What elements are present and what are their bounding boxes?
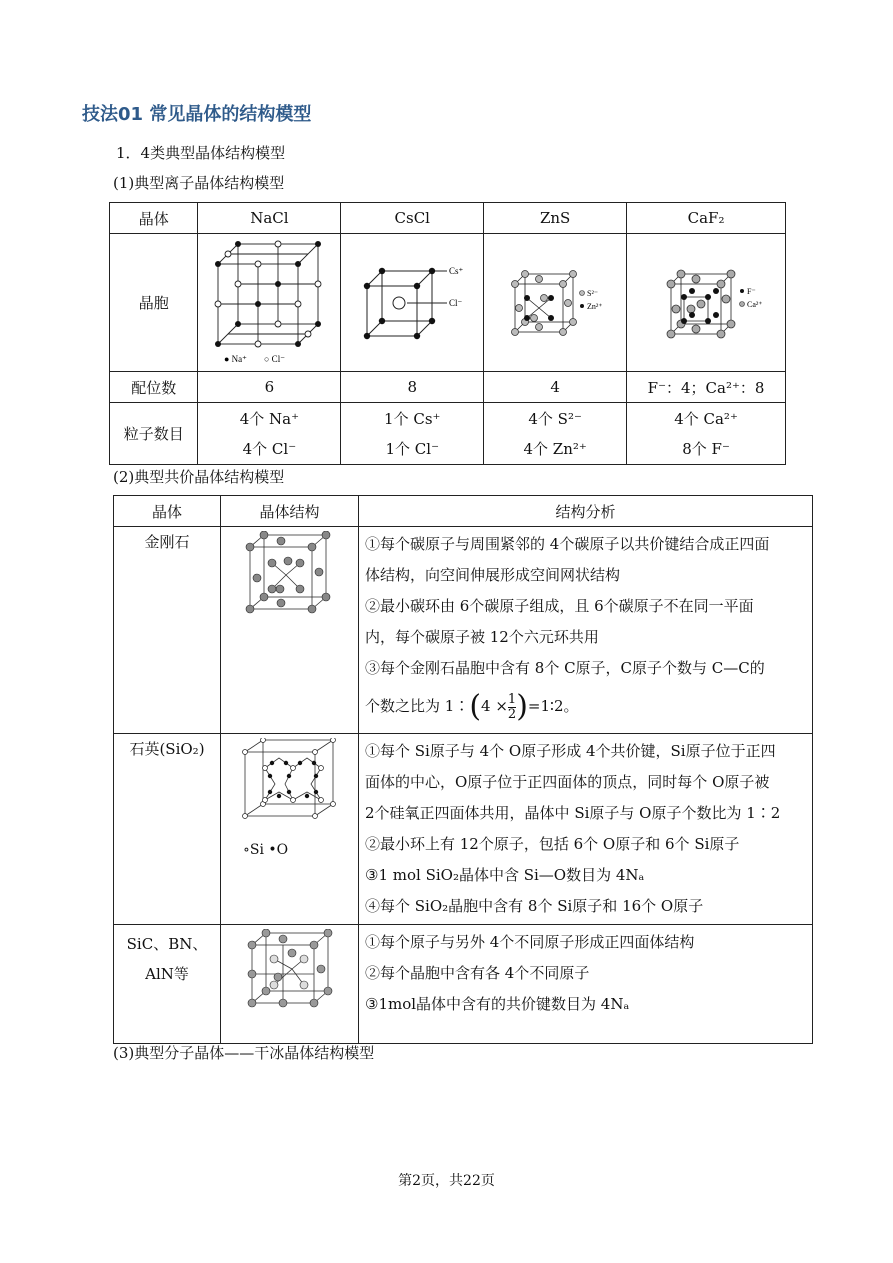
page-title: 技法01 常见晶体的结构模型 (82, 104, 312, 125)
particle-count: 4个 Cl⁻ (242, 439, 297, 458)
table-cell: 8 (341, 372, 484, 403)
quartz-legend: ∘Si •O (243, 842, 289, 858)
table-cell (198, 403, 341, 465)
ionic-crystal-table (109, 202, 786, 465)
structure-analysis (359, 734, 813, 925)
structure-analysis (359, 527, 813, 734)
column-header: 结构分析 (359, 496, 813, 527)
column-header: 晶体结构 (221, 496, 359, 527)
particle-count: 1个 Cl⁻ (385, 439, 440, 458)
nacl-cell-figure (198, 234, 341, 372)
fraction-numerator: 1 (507, 691, 517, 707)
caf2-cell-figure (627, 234, 786, 372)
nacl-legend-cl: ○ Cl⁻ (264, 353, 286, 364)
ratio-prefix: 个数之比为 1∶ (365, 697, 470, 715)
subsection-ionic: (1)典型离子晶体结构模型 (113, 174, 285, 192)
crystal-name: 石英(SiO₂) (114, 734, 221, 925)
row-label: 晶体 (110, 203, 198, 234)
analysis-line: ②最小碳环由 6个碳原子组成，且 6个碳原子不在同一平面 (365, 597, 754, 615)
column-header: 晶体 (114, 496, 221, 527)
ratio-suffix: =1∶2。 (527, 697, 579, 715)
analysis-line: ④每个 SiO₂晶胞中含有 8个 Si原子和 16个 O原子 (365, 897, 704, 915)
column-header: ZnS (484, 203, 627, 234)
sic-figure-cell (221, 925, 359, 1044)
analysis-line: ①每个碳原子与周围紧邻的 4个碳原子以共价键结合成正四面 (365, 535, 770, 553)
zns-cell-figure (484, 234, 627, 372)
analysis-line: 2个硅氧正四面体共用，晶体中 Si原子与 O原子个数比为 1∶2 (365, 804, 781, 822)
row-label: 粒子数目 (110, 403, 198, 465)
table-cell: 6 (198, 372, 341, 403)
table-cell (627, 403, 786, 465)
crystal-name (114, 925, 221, 1044)
cscl-cell-figure (341, 234, 484, 372)
quartz-structure-figure (235, 738, 345, 838)
analysis-line: ②最小环上有 12个原子，包括 6个 O原子和 6个 Si原子 (365, 835, 740, 853)
row-label: 配位数 (110, 372, 198, 403)
zns-label-s: S²⁻ (587, 288, 599, 298)
analysis-line: ③1mol晶体中含有的共价键数目为 4Nₐ (365, 995, 630, 1013)
ratio-factor: 4 × (481, 697, 508, 715)
column-header: CsCl (341, 203, 484, 234)
table-cell: 4 (484, 372, 627, 403)
particle-count: 4个 Zn²⁺ (523, 439, 587, 458)
zns-structure-figure (490, 251, 620, 351)
cscl-structure-figure (347, 251, 477, 351)
caf2-label-f: F⁻ (747, 286, 756, 296)
caf2-structure-figure (636, 251, 776, 351)
analysis-line: ①每个 Si原子与 4个 O原子形成 4个共价键，Si原子位于正四 (365, 742, 776, 760)
analysis-line: ③1 mol SiO₂晶体中含 Si—O数目为 4Nₐ (365, 866, 645, 884)
analysis-line: 体结构，向空间伸展形成空间网状结构 (365, 566, 621, 584)
diamond-structure-figure (240, 531, 340, 621)
analysis-line: ③每个金刚石晶胞中含有 8个 C原子，C原子个数与 C—C的 (365, 659, 765, 677)
analysis-line: ②每个晶胞中含有各 4个不同原子 (365, 964, 590, 982)
particle-count: 4个 S²⁻ (528, 409, 582, 428)
structure-analysis (359, 925, 813, 1044)
column-header: CaF₂ (627, 203, 786, 234)
particle-count: 1个 Cs⁺ (384, 409, 441, 428)
zns-label-zn: Zn²⁺ (587, 301, 603, 311)
particle-count: 4个 Ca²⁺ (674, 409, 738, 428)
table-cell (484, 403, 627, 465)
fraction-denominator: 2 (507, 706, 517, 722)
crystal-name-line: SiC、BN、 (126, 935, 208, 953)
crystal-name: 金刚石 (114, 527, 221, 734)
page-footer: 第2页，共22页 (398, 1173, 495, 1189)
table-cell: F⁻：4；Ca²⁺：8 (627, 372, 786, 403)
fraction (508, 693, 516, 722)
diamond-figure-cell (221, 527, 359, 734)
subsection-covalent: (2)典型共价晶体结构模型 (113, 468, 285, 486)
analysis-line: 内，每个碳原子被 12个六元环共用 (365, 628, 599, 646)
row-label: 晶胞 (110, 234, 198, 372)
analysis-line-ratio: 个数之比为 1∶(4 × $\frac{1}{2}$ )=1∶2。 (365, 689, 579, 724)
sic-structure-figure (240, 929, 340, 1011)
quartz-figure-cell (221, 734, 359, 925)
particle-count: 4个 Na⁺ (239, 409, 300, 428)
covalent-crystal-table (113, 495, 813, 1044)
caf2-label-ca: Ca²⁺ (747, 299, 763, 309)
section-heading: 1．4类典型晶体结构模型 (116, 144, 286, 162)
nacl-structure-figure (204, 236, 334, 366)
analysis-line: 面体的中心，O原子位于正四面体的顶点，同时每个 O原子被 (365, 773, 770, 791)
particle-count: 8个 F⁻ (682, 439, 730, 458)
subsection-molecular: (3)典型分子晶体——干冰晶体结构模型 (113, 1044, 375, 1062)
nacl-legend-na: ● Na⁺ (224, 353, 248, 364)
analysis-line: ①每个原子与另外 4个不同原子形成正四面体结构 (365, 933, 695, 951)
crystal-name-line: AlN等 (145, 965, 189, 983)
cscl-label-cs: Cs⁺ (449, 265, 464, 276)
cscl-label-cl: Cl⁻ (449, 297, 463, 308)
table-cell (341, 403, 484, 465)
column-header: NaCl (198, 203, 341, 234)
